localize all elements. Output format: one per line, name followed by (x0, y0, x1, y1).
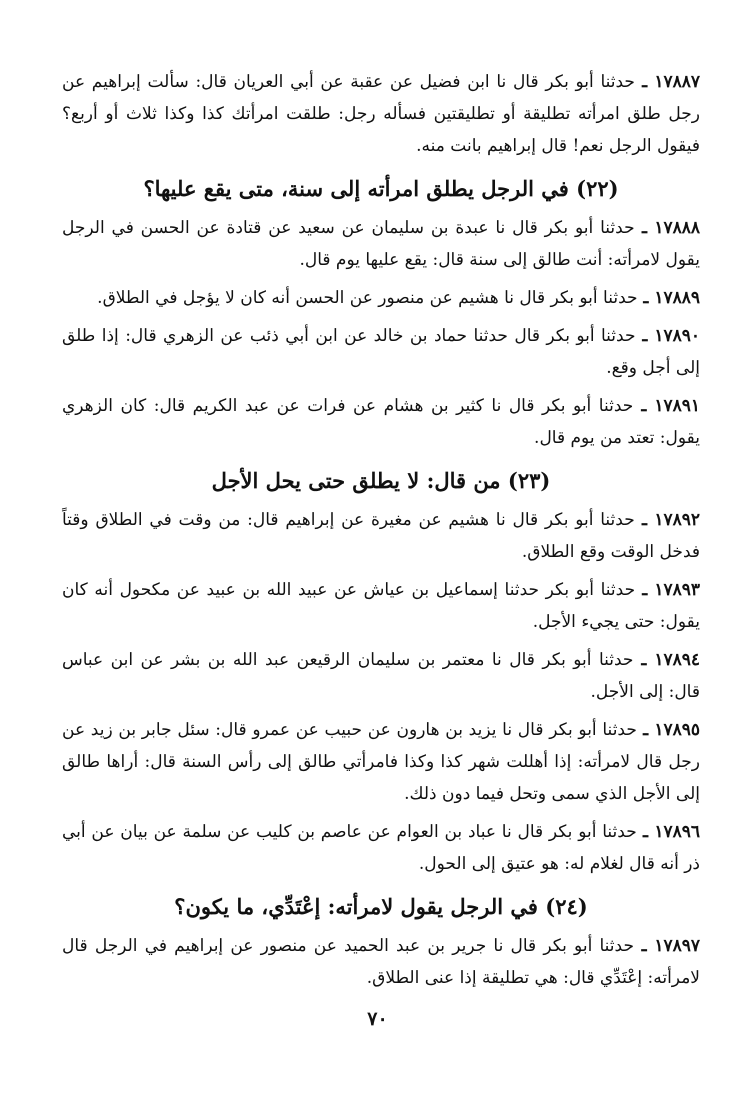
hadith-number: ١٧٨٩٥ (654, 720, 700, 740)
hadith-text: حدثنا أبو بكر قال نا عباد بن العوام عن عاصم بن كليب عن سلمة عن بيان عن أبي ذر أنه قال لغلام له: هو عتيق إلى الحول. (62, 822, 700, 874)
hadith-text: حدثنا أبو بكر قال نا يزيد بن هارون عن حبيب عن عمرو قال: سئل جابر بن زيد عن رجل قال لامرأته: إذا أهللت شهر كذا وكذا فامرأتي طالق إلى رأس السنة قال: أراها طالق إلى الأجل الذي سمى وتحل فيما دون ذلك. (62, 720, 700, 804)
chapter-heading: (٢٣) من قال: لا يطلق حتى يحل الأجل (211, 468, 551, 493)
hadith-text: حدثنا أبو بكر قال حدثنا حماد بن خالد عن ابن أبي ذئب عن الزهري قال: إذا طلق إلى أجل وقع. (62, 326, 700, 378)
hadith-entry: ١٧٨٨٩ ـ حدثنا أبو بكر قال نا هشيم عن منصور عن الحسن أنه كان لا يؤجل في الطلاق. (97, 288, 700, 308)
hadith-text: حدثنا أبو بكر قال نا ابن فضيل عن عقبة عن أبي العريان قال: سألت إبراهيم عن رجل طلق امرأته تطليقة أو تطليقتين فسأله رجل: طلقت امرأتك كذا وكذا ثلاث أو أربع؟ فيقول الرجل نعم! قال إبراهيم بانت منه. (62, 72, 700, 156)
hadith-entry: ١٧٨٩٧ ـ حدثنا أبو بكر قال نا جرير بن عبد الحميد عن منصور عن إبراهيم في الرجل قال لامرأته: إعْتَدِّي قال: هي تطليقة إذا عنى الطلاق. (62, 936, 700, 988)
hadith-entry: ١٧٨٩١ ـ حدثنا أبو بكر قال نا كثير بن هشام عن فرات عن عبد الكريم قال: كان الزهري يقول: تعتد من يوم قال. (62, 396, 700, 448)
hadith-number: ١٧٨٩٤ (654, 650, 700, 670)
hadith-entry: ١٧٨٨٨ ـ حدثنا أبو بكر قال نا عبدة بن سليمان عن سعيد عن قتادة عن الحسن في الرجل يقول لامرأته: أنت طالق إلى سنة قال: يقع عليها يوم قال. (62, 218, 701, 270)
hadith-entry: ١٧٨٩٦ ـ حدثنا أبو بكر قال نا عباد بن العوام عن عاصم بن كليب عن سلمة عن بيان عن أبي ذر أنه قال لغلام له: هو عتيق إلى الحول. (62, 822, 700, 874)
hadith-entry: ١٧٨٩٠ ـ حدثنا أبو بكر قال حدثنا حماد بن خالد عن ابن أبي ذئب عن الزهري قال: إذا طلق إلى أجل وقع. (62, 326, 700, 378)
hadith-text: حدثنا أبو بكر قال نا جرير بن عبد الحميد عن منصور عن إبراهيم في الرجل قال لامرأته: إعْتَدِّي قال: هي تطليقة إذا عنى الطلاق. (62, 936, 700, 988)
page-number: ٧٠ (367, 1008, 388, 1030)
hadith-entry: ١٧٨٩٥ ـ حدثنا أبو بكر قال نا يزيد بن هارون عن حبيب عن عمرو قال: سئل جابر بن زيد عن رجل قال لامرأته: إذا أهللت شهر كذا وكذا فامرأتي طالق إلى رأس السنة قال: أراها طالق إلى الأجل الذي سمى وتحل فيما دون ذلك. (62, 720, 700, 804)
hadith-number: ١٧٨٩٢ (654, 510, 700, 530)
hadith-number: ١٧٨٨٧ (654, 72, 700, 92)
chapter-heading: (٢٤) في الرجل يقول لامرأته: إعْتَدِّي، ما يكون؟ (174, 894, 588, 919)
hadith-number: ١٧٨٩١ (654, 396, 700, 416)
hadith-number: ١٧٨٩٧ (654, 936, 700, 956)
hadith-number: ١٧٨٩٦ (654, 822, 700, 842)
hadith-text: حدثنا أبو بكر قال نا هشيم عن منصور عن الحسن أنه كان لا يؤجل في الطلاق. (97, 288, 638, 308)
hadith-text: حدثنا أبو بكر حدثنا إسماعيل بن عياش عن عبيد الله بن عبيد عن مكحول أنه كان يقول: حتى يجيء الأجل. (62, 580, 700, 632)
page-content (62, 66, 700, 1000)
hadith-entry: ١٧٨٩٤ ـ حدثنا أبو بكر قال نا معتمر بن سليمان الرقيعن عبد الله بن بشر عن ابن عباس قال: إلى الأجل. (62, 650, 700, 702)
hadith-entry: ١٧٨٩٣ ـ حدثنا أبو بكر حدثنا إسماعيل بن عياش عن عبيد الله بن عبيد عن مكحول أنه كان يقول: حتى يجيء الأجل. (62, 580, 700, 632)
hadith-text: حدثنا أبو بكر قال نا عبدة بن سليمان عن سعيد عن قتادة عن الحسن في الرجل يقول لامرأته: أنت طالق إلى سنة قال: يقع عليها يوم قال. (62, 218, 700, 270)
hadith-number: ١٧٨٩٠ (654, 326, 700, 346)
hadith-number: ١٧٨٨٩ (654, 288, 700, 308)
hadith-text: حدثنا أبو بكر قال نا هشيم عن مغيرة عن إبراهيم قال: من وقت في الطلاق وقتاً فدخل الوقت وقع الطلاق. (62, 510, 700, 562)
hadith-text: حدثنا أبو بكر قال نا معتمر بن سليمان الرقيعن عبد الله بن بشر عن ابن عباس قال: إلى الأجل. (62, 650, 700, 702)
hadith-entry: ١٧٨٩٢ ـ حدثنا أبو بكر قال نا هشيم عن مغيرة عن إبراهيم قال: من وقت في الطلاق وقتاً فدخل الوقت وقع الطلاق. (62, 510, 700, 562)
hadith-entry: ١٧٨٨٧ ـ حدثنا أبو بكر قال نا ابن فضيل عن عقبة عن أبي العريان قال: سألت إبراهيم عن رجل طلق امرأته تطليقة أو تطليقتين فسأله رجل: طلقت امرأتك كذا وكذا ثلاث أو أربع؟ فيقول الرجل نعم! قال إبراهيم بانت منه. (62, 72, 700, 156)
hadith-number: ١٧٨٩٣ (654, 580, 700, 600)
hadith-number: ١٧٨٨٨ (654, 218, 701, 238)
hadith-text: حدثنا أبو بكر قال نا كثير بن هشام عن فرات عن عبد الكريم قال: كان الزهري يقول: تعتد من يوم قال. (62, 396, 700, 448)
chapter-heading: (٢٢) في الرجل يطلق امرأته إلى سنة، متى يقع عليها؟ (143, 176, 619, 201)
